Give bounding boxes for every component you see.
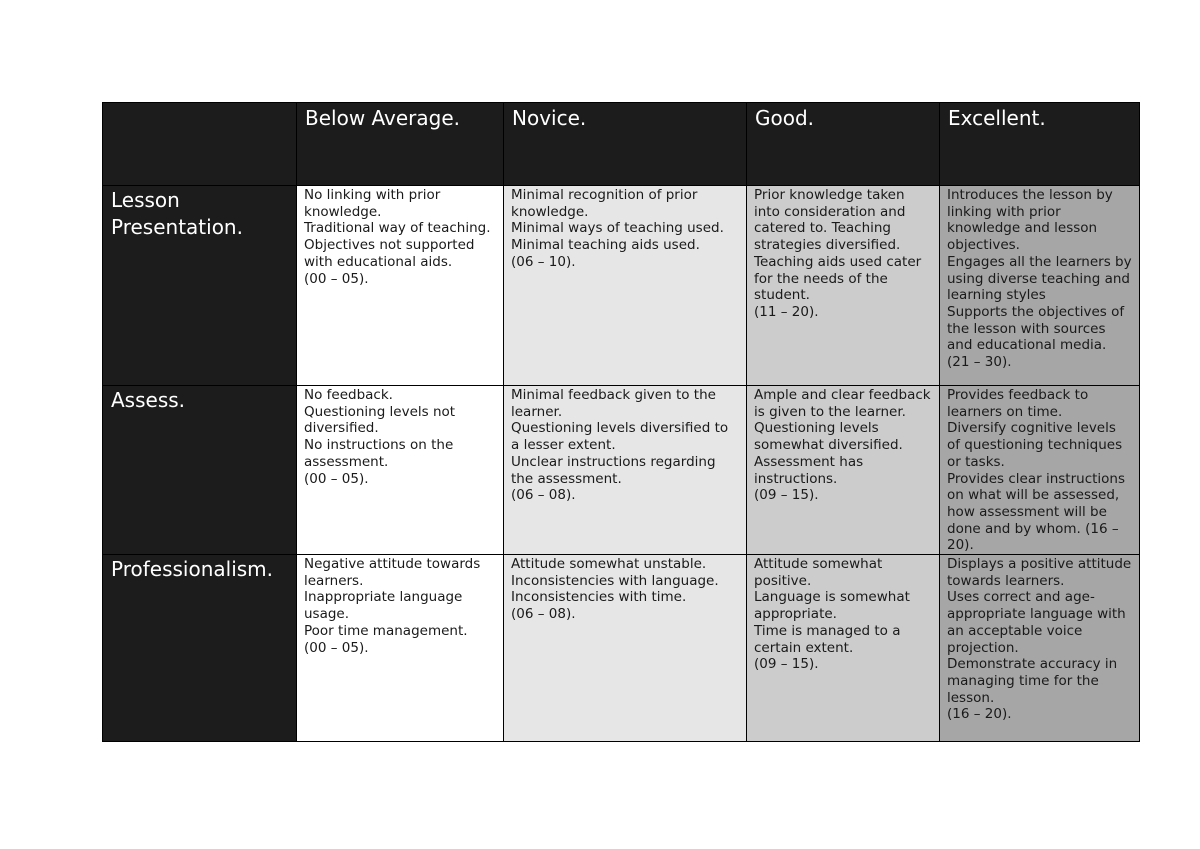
row-label-lesson-presentation: Lesson Presentation. [103, 186, 297, 386]
cell-assess-novice [504, 386, 747, 555]
header-row [103, 103, 1140, 186]
cell-line: Questioning levels diversified to a lesser extent. [511, 420, 729, 454]
cell-line: Language is somewhat appropriate. [754, 589, 910, 623]
cell-line: Uses correct and age-appropriate language with an acceptable voice projection. [947, 589, 1126, 656]
cell-line: Demonstrate accuracy in managing time for the lesson. [947, 656, 1118, 706]
cell-assess-excellent [940, 386, 1140, 555]
cell-line: (00 – 05). [304, 270, 369, 287]
cell-line: Minimal feedback given to the learner. [511, 387, 716, 420]
cell-professionalism-excellent [940, 555, 1140, 742]
cell-line: Unclear instructions regarding the assessment. [511, 453, 716, 487]
cell-line: Prior knowledge taken into consideration and catered to. Teaching strategies diversified. [754, 187, 906, 254]
cell-line: (11 – 20). [754, 303, 819, 320]
cell-line: (00 – 05). [304, 639, 369, 656]
cell-line: (00 – 05). [304, 470, 369, 487]
cell-line: No feedback. [304, 387, 393, 403]
table-row [103, 555, 1140, 742]
cell-line: Negative attitude towards learners. [304, 556, 481, 589]
cell-line: (16 – 20). [947, 706, 1012, 723]
cell-assess-good [747, 386, 940, 555]
cell-line: (09 – 15). [754, 656, 819, 673]
header-novice: Novice. [504, 103, 747, 186]
cell-professionalism-good [747, 555, 940, 742]
rubric-table [102, 102, 1140, 742]
cell-line: Inconsistencies with time. [511, 589, 687, 606]
cell-line: (06 – 08). [511, 487, 576, 504]
cell-line: Minimal ways of teaching used. [511, 220, 724, 237]
cell-line: Diversify cognitive levels of questioning techniques or tasks. [947, 420, 1123, 470]
cell-lesson-excellent [940, 186, 1140, 386]
cell-line: Questioning levels somewhat diversified. [754, 420, 903, 454]
cell-line: Engages all the learners by using diverse teaching and learning styles [947, 253, 1132, 304]
cell-line: Introduces the lesson by linking with prior knowledge and lesson objectives. [947, 187, 1113, 254]
cell-line: No instructions on the assessment. [304, 437, 454, 470]
header-excellent: Excellent. [940, 103, 1140, 186]
header-good: Good. [747, 103, 940, 186]
corner-cell [103, 103, 297, 186]
cell-professionalism-novice [504, 555, 747, 742]
cell-line: Objectives not supported with educational aids. [304, 237, 475, 270]
cell-line: Minimal recognition of prior knowledge. [511, 187, 698, 220]
cell-professionalism-below-average [297, 555, 504, 742]
cell-line: (09 – 15). [754, 487, 819, 504]
cell-line: Assessment has instructions. [754, 453, 864, 487]
cell-line: Traditional way of teaching. [304, 220, 491, 237]
cell-line: Time is managed to a certain extent. [754, 622, 901, 656]
cell-line: (06 – 10). [511, 253, 576, 270]
cell-assess-below-average [297, 386, 504, 555]
row-label-professionalism: Professionalism. [103, 555, 297, 742]
cell-line: Provides clear instructions on what will be assessed, how assessment will be done and by whom. (16 – 20). [947, 470, 1126, 554]
table-row [103, 186, 1140, 386]
cell-line: Displays a positive attitude towards learners. [947, 556, 1132, 589]
cell-line: Teaching aids used cater for the needs of the student. [754, 253, 922, 304]
cell-line: No linking with prior knowledge. [304, 187, 441, 220]
cell-line: Supports the objectives of the lesson with sources and educational media. (21 – 30). [947, 303, 1125, 371]
cell-line: Ample and clear feedback is given to the learner. [754, 387, 931, 420]
cell-lesson-novice [504, 186, 747, 386]
row-label-assess: Assess. [103, 386, 297, 555]
cell-line: (06 – 08). [511, 606, 576, 623]
cell-line: Questioning levels not diversified. [304, 403, 456, 437]
cell-line: Inappropriate language usage. [304, 589, 463, 623]
cell-line: Inconsistencies with language. [511, 572, 719, 589]
cell-lesson-below-average [297, 186, 504, 386]
cell-line: Attitude somewhat unstable. [511, 556, 707, 573]
header-below-average: Below Average. [297, 103, 504, 186]
table-row [103, 386, 1140, 555]
cell-lesson-good [747, 186, 940, 386]
cell-line: Minimal teaching aids used. [511, 237, 700, 254]
cell-line: Poor time management. [304, 622, 468, 639]
cell-line: Attitude somewhat positive. [754, 556, 883, 589]
cell-line: Provides feedback to learners on time. [947, 387, 1089, 420]
